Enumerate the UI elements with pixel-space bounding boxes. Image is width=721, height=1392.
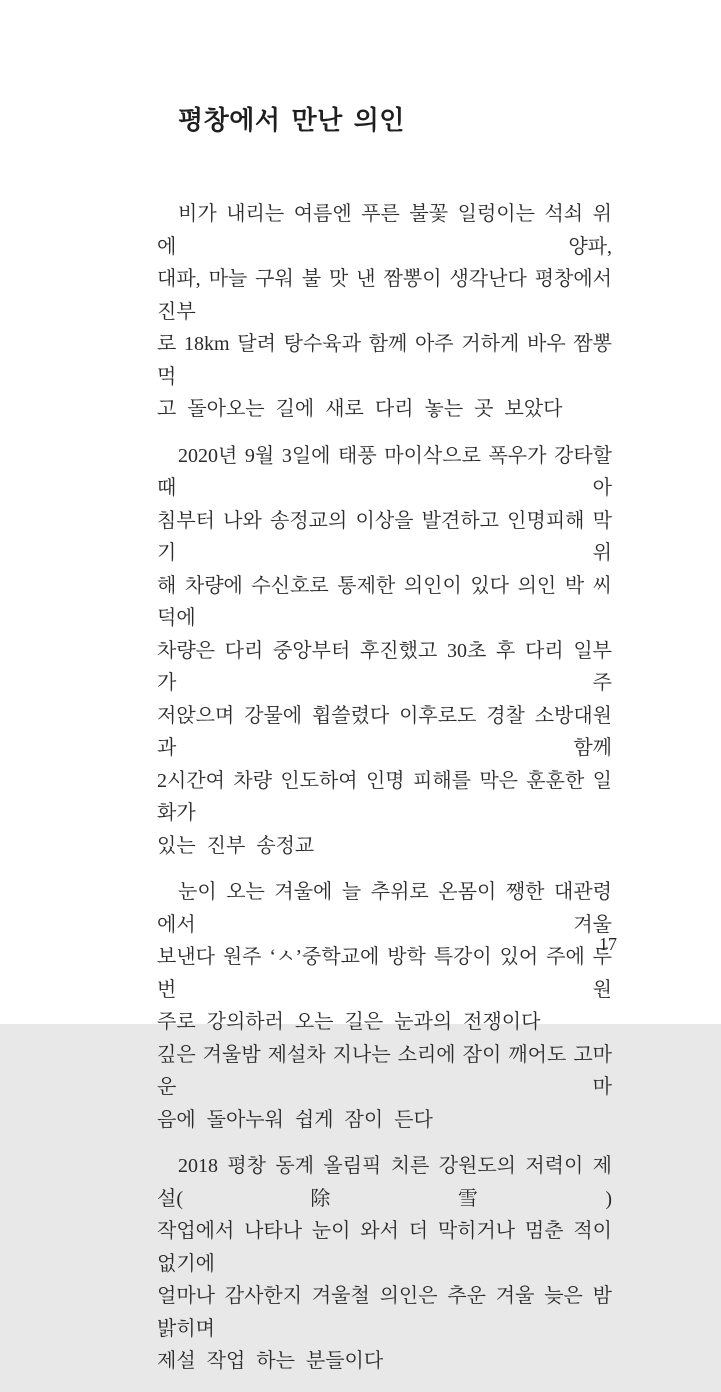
- text-line: 침부터 나와 송정교의 이상을 발견하고 인명피해 막기 위: [157, 509, 612, 564]
- text-line: 저앉으며 강물에 휩쓸렸다 이후로도 경찰 소방대원과 함께: [157, 704, 612, 759]
- text-line: 작업에서 나타나 눈이 와서 더 막히거나 멈춘 적이 없기에: [157, 1220, 612, 1275]
- text-line: 대파, 마늘 구워 불 맛 낸 짬뽕이 생각난다 평창에서 진부: [157, 268, 612, 323]
- paragraph: [157, 876, 612, 1136]
- text-line: 제설 작업 하는 분들이다: [157, 1350, 384, 1372]
- text-line: 로 18km 달려 탕수육과 함께 아주 거하게 바우 짬뽕 먹: [157, 333, 612, 388]
- text-block: [157, 104, 612, 1392]
- text-line: 2020년 9월 3일에 태풍 마이삭으로 폭우가 강타할 때 아: [157, 444, 612, 499]
- text-line: 있는 진부 송정교: [157, 834, 315, 857]
- text-line: 고 돌아오는 길에 새로 다리 놓는 곳 보았다: [157, 398, 563, 420]
- text-line: 얼마나 감사한지 겨울철 의인은 추운 겨울 늦은 밤 밝히며: [157, 1285, 612, 1340]
- text-line: 2018 평창 동계 올림픽 치른 강원도의 저력이 제설(除雪): [157, 1155, 612, 1210]
- page-title: 평창에서 만난 의인: [178, 106, 405, 135]
- text-line: 비가 내리는 여름엔 푸른 불꽃 일렁이는 석쇠 위에 양파,: [157, 203, 612, 258]
- text-line: 깊은 겨울밤 제설차 지나는 소리에 잠이 깨어도 고마운 마: [157, 1043, 612, 1098]
- page-number: 17: [599, 934, 617, 954]
- paragraph: [157, 1150, 612, 1378]
- paragraph-container: [157, 198, 612, 1378]
- text-line: 해 차량에 수신호로 통제한 의인이 있다 의인 박 씨 덕에: [157, 574, 612, 629]
- paragraph: [157, 440, 612, 863]
- text-line: 보낸다 원주 ‘ㅅ’중학교에 방학 특강이 있어 주에 두 번 원: [157, 946, 612, 1001]
- text-line: 주로 강의하러 오는 길은 눈과의 전쟁이다: [157, 1011, 541, 1033]
- paragraph: [157, 198, 612, 426]
- text-line: 차량은 다리 중앙부터 후진했고 30초 후 다리 일부가 주: [157, 639, 612, 694]
- text-line: 2시간여 차량 인도하여 인명 피해를 막은 훈훈한 일화가: [157, 769, 612, 824]
- text-line: 음에 돌아누워 쉽게 잠이 든다: [157, 1108, 433, 1131]
- text-line: 눈이 오는 겨울에 늘 추위로 온몸이 쨍한 대관령에서 겨울: [157, 881, 612, 936]
